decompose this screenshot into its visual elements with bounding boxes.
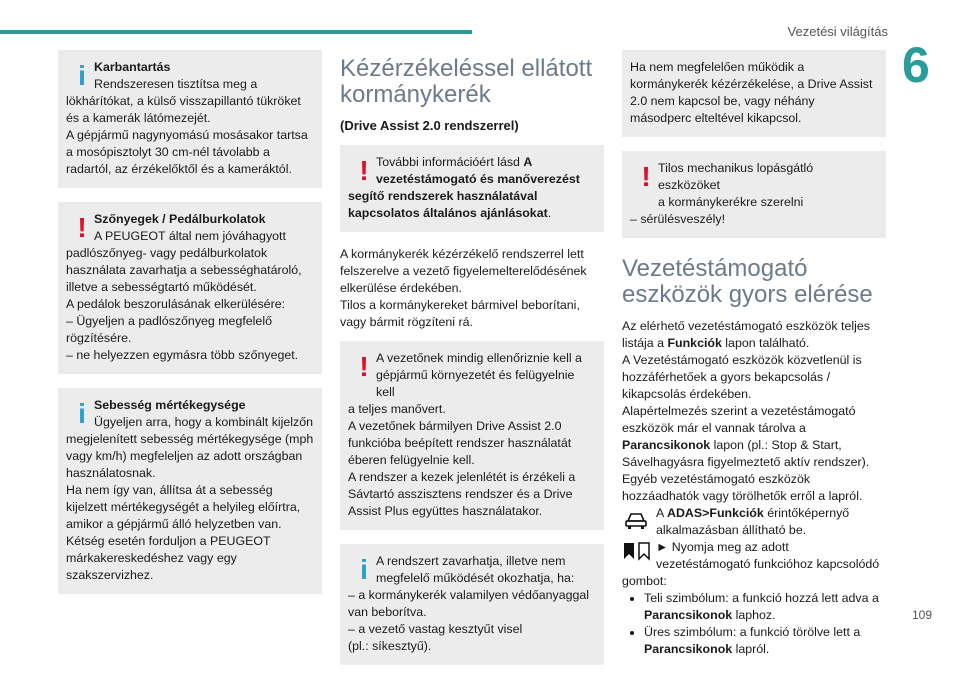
- text-run: A: [656, 506, 668, 520]
- column-3: [622, 50, 886, 658]
- box-body: Ha nem megfelelően működik a kormánykerék kézérzékelése, a Drive Assist 2.0 nem kapcsol be, vagy néhány másodperc elteltével kikapcsol.: [630, 60, 873, 125]
- column-1: [58, 50, 322, 608]
- section-heading: Vezetéstámogató eszközök gyors elérése: [622, 255, 873, 308]
- text-run: Teli szimbólum: a funkció hozzá lett adva a: [644, 591, 879, 605]
- box-body: padlószőnyeg- vagy pedálburkolatok használata zavarhatja a sebességhatároló, illetve a sebességtartó működését. A pedálok beszorulásának elkerülésére: – Ügyeljen a padlószőnyeg megfelelő rögzítésére. – ne helyezzen egymásra több szőnyeget.: [66, 246, 302, 362]
- box-line: gépjármű környezetét és felügyelnie kell: [376, 368, 575, 399]
- text-bold: Parancsikonok: [622, 438, 711, 452]
- info-box-disturbance: [340, 544, 604, 665]
- column-2: [340, 50, 604, 679]
- box-line: – sérülésveszély!: [630, 212, 726, 226]
- box-line: Tilos mechanikus lopásgátló eszközöket: [658, 161, 814, 192]
- box-body: megjelenített sebesség mértékegysége (mph vagy km/h) megfeleljen az adott országban használatosnak. Ha nem így van, állítsa át a sebesség kijelzett mértékegységét a helyileg előírtra, amikor a gépjármű álló helyzetben van. Kétség esetén forduljon a PEUGEOT márkakereskedéshez vagy egy szakszervizhez.: [66, 432, 314, 582]
- section-subheading: (Drive Assist 2.0 rendszerrel): [340, 118, 519, 133]
- text-run: lapon található.: [721, 336, 810, 350]
- section-title: Vezetési világítás: [787, 24, 888, 39]
- box-line: A rendszert zavarhatja, illetve nem: [376, 554, 566, 568]
- info-icon: i: [78, 398, 86, 429]
- box-line: a kormánykerékre szerelni: [658, 195, 804, 209]
- text-run: lapon (pl.: Stop & Start, Sávelhagyásra figyelmeztető aktív rendszer). Egyéb vezetéstámogató eszközök hozzáadhatók vagy törölhetők erről a lapról.: [622, 438, 870, 503]
- chapter-number: 6: [902, 37, 930, 93]
- list-item: [644, 624, 886, 658]
- text-bold: Parancsikonok: [644, 642, 733, 656]
- header-accent-bar: [0, 30, 472, 34]
- box-line: A vezetőnek mindig ellenőriznie kell a: [376, 351, 582, 365]
- bookmark-icon: [622, 539, 656, 573]
- info-box-maintenance: [58, 50, 322, 188]
- box-bold: vezetéstámogató és manőverezést: [376, 172, 580, 186]
- warning-box-driver: [340, 341, 604, 530]
- box-text: További információért lásd: [376, 155, 524, 169]
- box-bold: segítő rendszerek használatával: [348, 189, 538, 203]
- text-bold: ADAS>Funkciók: [667, 506, 764, 520]
- text-run: Üres szimbólum: a funkció törölve lett a: [644, 625, 861, 639]
- page-number: 109: [912, 608, 933, 622]
- text-run: lapról.: [732, 642, 770, 656]
- box-body: – a kormánykerék valamilyen védőanyaggal van beborítva. – a vezető vastag kesztyűt visel (pl.: síkesztyű).: [348, 588, 590, 653]
- text-run: érintőképernyő alkalmazásban állítható be.: [656, 506, 850, 537]
- box-line: megfelelő működését okozhatja, ha:: [376, 571, 575, 585]
- section-heading: Kézérzékeléssel ellátott kormánykerék: [340, 55, 593, 108]
- box-line: Ügyeljen arra, hogy a kombinált kijelzőn: [94, 415, 314, 429]
- warning-icon: !: [641, 161, 651, 192]
- symbol-list: [622, 590, 886, 658]
- text-bold: Parancsikonok: [644, 608, 733, 622]
- box-title: Szőnyegek / Pedálburkolatok: [94, 212, 266, 226]
- info-box-speed-unit: [58, 388, 322, 594]
- box-title: Karbantartás: [94, 60, 171, 74]
- text-run: A Vezetéstámogató eszközök közvetlenül is hozzáférhetőek a gyors bekapcsolás / kikapcsolás érdekében. Alapértelmezés szerint a vezetéstámogató eszközök már el vannak tárolva a: [622, 353, 862, 435]
- box-bold: kapcsolatos általános ajánlásokat: [348, 206, 548, 220]
- text-run: ► Nyomja meg az adott vezetéstámogató funkcióhoz kapcsolódó: [656, 540, 880, 571]
- adas-row: [622, 505, 886, 539]
- warning-box-mats: [58, 202, 322, 374]
- text-run: laphoz.: [732, 608, 776, 622]
- text-run: gombot:: [622, 574, 667, 588]
- plain-box-malfunction: [622, 50, 886, 137]
- shortcut-row: [622, 539, 886, 573]
- info-icon: i: [78, 60, 86, 91]
- list-item: [644, 590, 886, 624]
- box-body: a teljes manővert. A vezetőnek bármilyen Drive Assist 2.0 funkcióba beépített rendszer használatát éberen felügyelnie kell. A rendszer a kezek jelenlétét is érzékeli a Sávtartó asszisztens rendszer és a Drive Assist Plus együttes használatakor.: [348, 402, 576, 518]
- box-bold: A: [523, 155, 533, 169]
- box-text: .: [547, 206, 552, 220]
- box-line: A PEUGEOT által nem jóváhagyott: [94, 229, 286, 243]
- warning-icon: !: [77, 212, 87, 243]
- box-title: Sebesség mértékegysége: [94, 398, 246, 412]
- warning-box-anti-theft: [622, 151, 886, 238]
- warning-icon: !: [359, 155, 369, 186]
- car-icon: [622, 505, 656, 539]
- text-run: Az elérhető vezetéstámogató eszközök teljes listája a: [622, 319, 870, 350]
- body-paragraph: A kormánykerék kézérzékelő rendszerrel lett felszerelve a vezető figyelemelterelődésének elkerülése érdekében. Tilos a kormánykereket bármivel beborítani, vagy bármit rögzíteni rá.: [340, 247, 587, 329]
- box-line: Rendszeresen tisztítsa meg a: [94, 77, 258, 91]
- text-bold: Funkciók: [667, 336, 722, 350]
- info-icon: i: [360, 554, 368, 585]
- body-paragraph: [622, 318, 886, 505]
- box-body: lökhárítókat, a külső visszapillantó tükröket és a kamerák látómezejét. A gépjármű nagynyomású mosásakor tartsa a mosópisztolyt 30 cm-nél távolabb a radartól, az érzékelőktől és a kameráktól.: [66, 94, 308, 176]
- warning-box-more-info: [340, 145, 604, 232]
- warning-icon: !: [359, 351, 369, 382]
